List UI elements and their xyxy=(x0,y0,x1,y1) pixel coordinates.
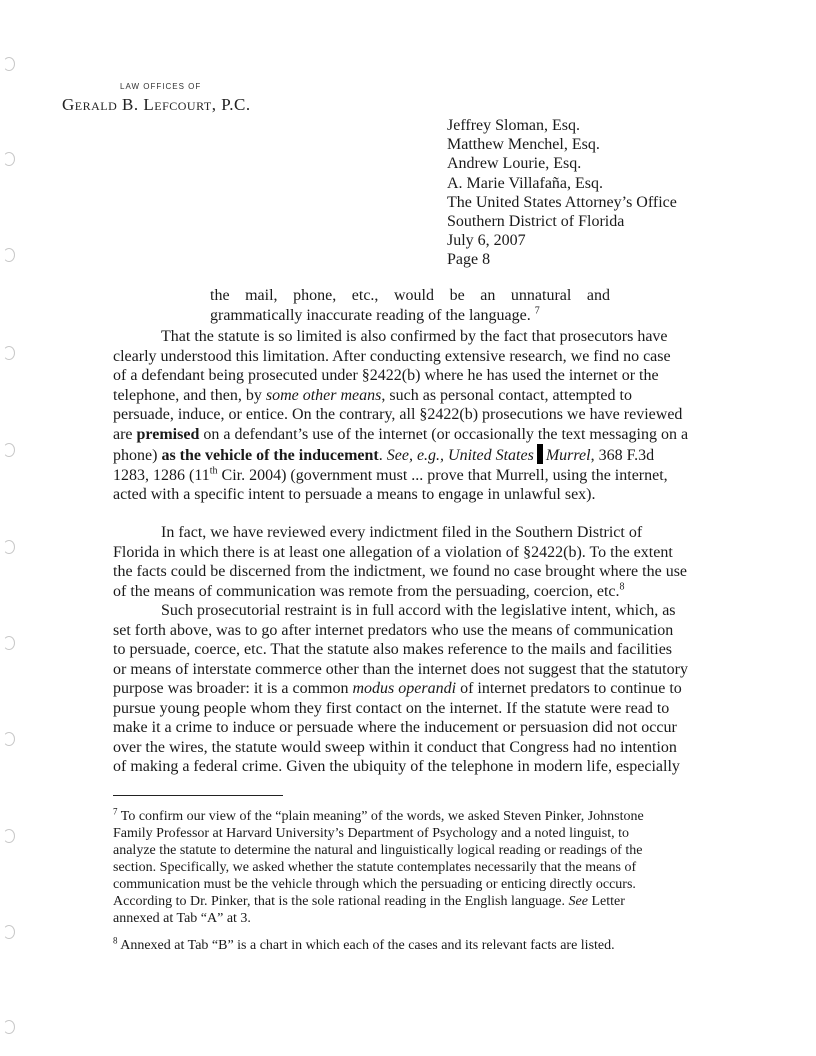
text-line: set forth above, was to go after internet predators who use the means of communication xyxy=(113,621,674,639)
punch-hole xyxy=(3,636,15,650)
punch-hole xyxy=(3,925,15,939)
text-line: analyze the statute to determine the natural and linguistically logical reading or readings of the xyxy=(113,843,643,858)
text-line: clearly understood this limitation. After conducting extensive research, we find no case xyxy=(113,347,671,365)
text-line: to persuade, coerce, etc. That the statute also makes reference to the mails and facilities xyxy=(113,641,673,658)
text-line: Such prosecutorial restraint is in full accord with the legislative intent, which, as xyxy=(161,602,676,619)
punch-hole xyxy=(3,443,15,457)
paragraph-indictments xyxy=(113,523,709,601)
quote-word: phone, xyxy=(293,287,337,304)
quote-word: would xyxy=(394,287,434,304)
footnote-number: 7 xyxy=(113,806,118,817)
letterhead-label: LAW OFFICES OF xyxy=(120,82,202,91)
text-line: Family Professor at Harvard University’s Department of Psychology and a noted linguist, to xyxy=(113,826,629,841)
text-line xyxy=(113,425,709,445)
address-block xyxy=(447,116,677,270)
citation-text: See, e.g., United States xyxy=(386,447,534,464)
text-line xyxy=(113,893,703,910)
text-line xyxy=(113,937,703,954)
text-line xyxy=(113,444,709,466)
punch-hole xyxy=(3,732,15,746)
text-run: 1283, 1286 (11 xyxy=(113,466,210,484)
recipient-line: Matthew Menchel, Esq. xyxy=(447,136,600,154)
recipient-line: A. Marie Villafaña, Esq. xyxy=(447,174,604,192)
punch-hole xyxy=(3,346,15,360)
text-line: annexed at Tab “A” at 3. xyxy=(113,911,251,926)
text-run: of the means of communication was remote from the persuading, coercion, etc. xyxy=(113,582,620,600)
quote-word: unnatural xyxy=(510,287,572,304)
page-number: Page 8 xyxy=(447,251,491,269)
text-line: section. Specifically, we asked whether the statute contemplates necessarily that the means of xyxy=(113,860,637,875)
text-line: pursue young people whom they first contact on the internet. If the statute were read to xyxy=(113,699,670,717)
emphasis-text: some other means xyxy=(265,386,382,404)
text-run: of internet predators to continue to xyxy=(456,680,682,697)
bold-text: premised xyxy=(136,425,200,443)
text-line xyxy=(113,386,709,406)
emphasis-text: modus operandi xyxy=(352,680,457,697)
footnote-8 xyxy=(113,937,703,954)
quote-word: an xyxy=(480,287,496,304)
superscript: th xyxy=(209,465,218,477)
punch-hole xyxy=(3,152,15,166)
footnote-ref: 7 xyxy=(534,305,540,317)
text-line: persuade, induce, or entice. On the contrary, all §2422(b) prosecutions we have reviewed xyxy=(113,406,683,423)
text-line: of making a federal crime. Given the ubiquity of the telephone in modern life, especially xyxy=(113,758,680,775)
text-run: , such as personal contact, attempted to xyxy=(381,386,632,404)
text-run: Annexed at Tab “B” is a chart in which each of the cases and its relevant facts are listed. xyxy=(117,938,615,953)
block-quote xyxy=(210,286,610,325)
text-run: , 368 F.3d xyxy=(590,447,655,464)
quote-word: and xyxy=(586,287,610,304)
text-line xyxy=(113,808,703,825)
footnote-divider xyxy=(113,795,283,796)
redaction-bar xyxy=(537,444,543,464)
text-line: over the wires, the statute would sweep within it conduct that Congress had no intention xyxy=(113,738,677,756)
text-run: . xyxy=(378,447,387,464)
bold-text: as the vehicle of the inducement xyxy=(161,447,379,464)
paragraph-legislative-intent xyxy=(113,601,709,777)
punch-hole xyxy=(3,57,15,71)
text-run: telephone, and then, by xyxy=(113,386,266,404)
text-line: the facts could be discerned from the indictment, we found no case brought where the use xyxy=(113,563,688,580)
block-quote-line xyxy=(210,306,610,326)
paragraph-prosecutors xyxy=(113,327,709,505)
text-line xyxy=(113,466,709,486)
text-line: Florida in which there is at least one allegation of a violation of §2422(b). To the extent xyxy=(113,543,673,561)
citation-text: Murrel xyxy=(545,447,591,464)
text-line: communication must be the vehicle through which the persuading or enticing directly occurs. xyxy=(113,877,636,892)
district-line: Southern District of Florida xyxy=(447,213,625,231)
text-run: on a defendant’s use of the internet (or occasionally the text messaging on a xyxy=(199,425,689,443)
text-line: or means of interstate commerce other than the internet does not suggest that the statutory xyxy=(113,660,688,678)
recipient-line: Jeffrey Sloman, Esq. xyxy=(447,117,581,134)
text-run: , using the internet, xyxy=(544,466,668,484)
block-quote-line xyxy=(210,286,610,306)
punch-hole xyxy=(3,829,15,843)
footnote-ref: 8 xyxy=(619,581,625,593)
punch-hole xyxy=(3,1020,15,1034)
text-line: acted with a specific intent to persuade a means to engage in unlawful sex). xyxy=(113,486,596,503)
office-line: The United States Attorney’s Office xyxy=(447,193,677,211)
letterhead-firm-name: Gerald B. Lefcourt, P.C. xyxy=(62,95,251,114)
punch-hole xyxy=(3,248,15,262)
recipient-line: Andrew Lourie, Esq. xyxy=(447,155,582,173)
quote-text: grammatically inaccurate reading of the language. xyxy=(210,306,531,324)
text-run: phone) xyxy=(113,447,162,464)
footnote-number: 8 xyxy=(113,935,118,946)
quote-word: etc., xyxy=(351,287,379,304)
text-line: make it a crime to induce or persuade where the inducement or persuasion did not occur xyxy=(113,719,677,736)
footnote-7 xyxy=(113,808,703,927)
punch-hole xyxy=(3,540,15,554)
text-line xyxy=(113,679,709,699)
text-run: are xyxy=(113,425,137,443)
text-run: purpose was broader: it is a common xyxy=(113,680,353,697)
quote-word: mail, xyxy=(245,287,278,304)
text-line: In fact, we have reviewed every indictment filed in the Southern District of xyxy=(161,524,643,541)
quote-word: the xyxy=(210,287,230,304)
text-line xyxy=(113,582,709,602)
text-run: To confirm our view of the “plain meaning” of the words, we asked Steven Pinker, Johnstone xyxy=(117,809,644,824)
text-run: According to Dr. Pinker, that is the sole rational reading in the English language. xyxy=(113,894,569,909)
text-run: Cir. 2004) (government must ... prove that Murrell xyxy=(217,466,545,484)
quote-word: be xyxy=(449,287,465,304)
citation-signal: See xyxy=(568,894,588,909)
text-run: Letter xyxy=(587,894,625,909)
text-line: of a defendant being prosecuted under §2422(b) where he has used the internet or the xyxy=(113,367,659,384)
text-line: That the statute is so limited is also confirmed by the fact that prosecutors have xyxy=(161,328,668,345)
date-line: July 6, 2007 xyxy=(447,232,526,250)
